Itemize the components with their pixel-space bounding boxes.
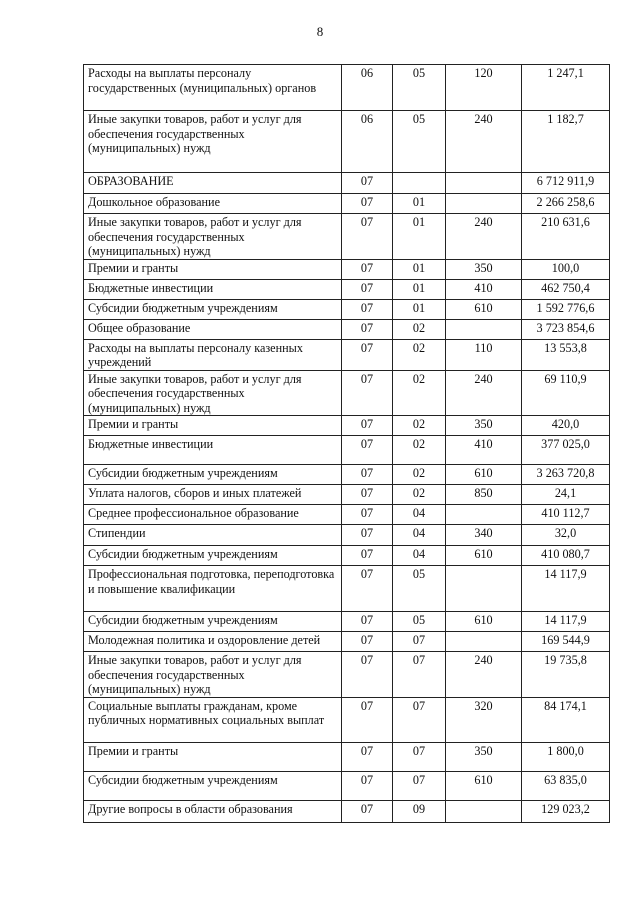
row-amount: 13 553,8 (522, 339, 610, 370)
row-section-code: 07 (342, 416, 393, 436)
row-subsection-code: 07 (393, 632, 446, 652)
row-section-code: 07 (342, 652, 393, 698)
row-name: Субсидии бюджетным учреждениям (84, 299, 342, 319)
table-row (84, 65, 610, 111)
table-row (84, 612, 610, 632)
row-section-code: 07 (342, 612, 393, 632)
table-row (84, 111, 610, 173)
table-row (84, 742, 610, 771)
row-expense-type-code: 120 (446, 65, 522, 111)
table-row (84, 173, 610, 194)
row-amount: 100,0 (522, 259, 610, 279)
row-amount: 6 712 911,9 (522, 173, 610, 194)
row-amount: 19 735,8 (522, 652, 610, 698)
table-row (84, 279, 610, 299)
row-section-code: 07 (342, 485, 393, 505)
row-expense-type-code: 350 (446, 259, 522, 279)
row-subsection-code: 02 (393, 436, 446, 465)
row-subsection-code: 04 (393, 525, 446, 546)
row-subsection-code: 02 (393, 465, 446, 485)
row-amount: 1 182,7 (522, 111, 610, 173)
row-expense-type-code: 240 (446, 652, 522, 698)
row-expense-type-code: 610 (446, 612, 522, 632)
table-row (84, 370, 610, 416)
row-expense-type-code: 350 (446, 742, 522, 771)
table-row (84, 800, 610, 822)
row-name: Субсидии бюджетным учреждениям (84, 612, 342, 632)
row-amount: 14 117,9 (522, 612, 610, 632)
table-row (84, 771, 610, 800)
row-amount: 3 263 720,8 (522, 465, 610, 485)
table-row (84, 339, 610, 370)
row-expense-type-code: 340 (446, 525, 522, 546)
table-row (84, 505, 610, 525)
row-amount: 420,0 (522, 416, 610, 436)
row-name: Расходы на выплаты персоналу казенных учреждений (84, 339, 342, 370)
row-section-code: 07 (342, 525, 393, 546)
row-section-code: 07 (342, 465, 393, 485)
row-subsection-code: 01 (393, 259, 446, 279)
row-section-code: 07 (342, 259, 393, 279)
row-section-code: 07 (342, 505, 393, 525)
row-subsection-code (393, 173, 446, 194)
row-name: Стипендии (84, 525, 342, 546)
row-expense-type-code (446, 800, 522, 822)
row-amount: 169 544,9 (522, 632, 610, 652)
row-subsection-code: 05 (393, 111, 446, 173)
row-section-code: 07 (342, 546, 393, 566)
table-row (84, 566, 610, 612)
row-subsection-code: 07 (393, 697, 446, 742)
row-amount: 3 723 854,6 (522, 319, 610, 339)
row-amount: 129 023,2 (522, 800, 610, 822)
row-subsection-code: 07 (393, 771, 446, 800)
row-amount: 2 266 258,6 (522, 194, 610, 214)
row-amount: 32,0 (522, 525, 610, 546)
row-section-code: 07 (342, 214, 393, 260)
table-row (84, 652, 610, 698)
row-subsection-code: 02 (393, 416, 446, 436)
row-subsection-code: 09 (393, 800, 446, 822)
row-name: Иные закупки товаров, работ и услуг для обеспечения государственных (муниципальных) нужд (84, 111, 342, 173)
row-expense-type-code: 350 (446, 416, 522, 436)
row-expense-type-code: 110 (446, 339, 522, 370)
row-subsection-code: 01 (393, 194, 446, 214)
row-amount: 24,1 (522, 485, 610, 505)
row-subsection-code: 05 (393, 566, 446, 612)
row-name: Другие вопросы в области образования (84, 800, 342, 822)
table-row (84, 416, 610, 436)
row-section-code: 07 (342, 339, 393, 370)
row-expense-type-code: 610 (446, 299, 522, 319)
row-subsection-code: 01 (393, 279, 446, 299)
row-expense-type-code: 410 (446, 436, 522, 465)
budget-table-body (84, 65, 610, 823)
row-name: Субсидии бюджетным учреждениям (84, 771, 342, 800)
row-subsection-code: 05 (393, 65, 446, 111)
row-expense-type-code (446, 566, 522, 612)
page-number: 8 (316, 24, 324, 39)
table-row (84, 485, 610, 505)
row-section-code: 07 (342, 436, 393, 465)
table-row (84, 194, 610, 214)
row-amount: 69 110,9 (522, 370, 610, 416)
row-subsection-code: 02 (393, 339, 446, 370)
row-section-code: 07 (342, 771, 393, 800)
row-amount: 377 025,0 (522, 436, 610, 465)
table-row (84, 436, 610, 465)
row-section-code: 07 (342, 697, 393, 742)
row-expense-type-code: 240 (446, 214, 522, 260)
budget-table (83, 64, 610, 823)
row-subsection-code: 04 (393, 505, 446, 525)
table-row (84, 299, 610, 319)
row-amount: 410 080,7 (522, 546, 610, 566)
row-name: Иные закупки товаров, работ и услуг для обеспечения государственных (муниципальных) нужд (84, 370, 342, 416)
table-row (84, 546, 610, 566)
row-section-code: 07 (342, 319, 393, 339)
row-expense-type-code: 610 (446, 771, 522, 800)
table-row (84, 465, 610, 485)
row-expense-type-code: 240 (446, 370, 522, 416)
row-expense-type-code: 410 (446, 279, 522, 299)
row-expense-type-code: 320 (446, 697, 522, 742)
row-amount: 410 112,7 (522, 505, 610, 525)
row-name: Иные закупки товаров, работ и услуг для обеспечения государственных (муниципальных) нужд (84, 652, 342, 698)
row-subsection-code: 01 (393, 299, 446, 319)
row-expense-type-code: 850 (446, 485, 522, 505)
row-amount: 84 174,1 (522, 697, 610, 742)
row-subsection-code: 01 (393, 214, 446, 260)
row-amount: 462 750,4 (522, 279, 610, 299)
row-expense-type-code (446, 173, 522, 194)
row-name: Субсидии бюджетным учреждениям (84, 465, 342, 485)
row-amount: 14 117,9 (522, 566, 610, 612)
row-section-code: 07 (342, 742, 393, 771)
row-subsection-code: 07 (393, 652, 446, 698)
row-name: Премии и гранты (84, 416, 342, 436)
table-row (84, 319, 610, 339)
row-section-code: 07 (342, 279, 393, 299)
row-name: Премии и гранты (84, 742, 342, 771)
row-section-code: 07 (342, 800, 393, 822)
row-amount: 63 835,0 (522, 771, 610, 800)
row-expense-type-code: 610 (446, 546, 522, 566)
row-subsection-code: 04 (393, 546, 446, 566)
row-section-code: 07 (342, 299, 393, 319)
row-name: Социальные выплаты гражданам, кроме публичных нормативных социальных выплат (84, 697, 342, 742)
row-name: Расходы на выплаты персоналу государственных (муниципальных) органов (84, 65, 342, 111)
row-section-code: 07 (342, 173, 393, 194)
row-subsection-code: 02 (393, 319, 446, 339)
row-amount: 1 592 776,6 (522, 299, 610, 319)
row-name: Дошкольное образование (84, 194, 342, 214)
row-subsection-code: 05 (393, 612, 446, 632)
row-expense-type-code (446, 505, 522, 525)
row-name: Молодежная политика и оздоровление детей (84, 632, 342, 652)
row-expense-type-code: 610 (446, 465, 522, 485)
row-name: Иные закупки товаров, работ и услуг для обеспечения государственных (муниципальных) нужд (84, 214, 342, 260)
row-section-code: 06 (342, 65, 393, 111)
row-expense-type-code (446, 632, 522, 652)
row-expense-type-code: 240 (446, 111, 522, 173)
row-name: Профессиональная подготовка, переподготовка и повышение квалификации (84, 566, 342, 612)
row-expense-type-code (446, 319, 522, 339)
row-amount: 1 800,0 (522, 742, 610, 771)
row-amount: 1 247,1 (522, 65, 610, 111)
row-section-code: 07 (342, 194, 393, 214)
row-name: ОБРАЗОВАНИЕ (84, 173, 342, 194)
row-name: Общее образование (84, 319, 342, 339)
row-name: Премии и гранты (84, 259, 342, 279)
row-name: Бюджетные инвестиции (84, 279, 342, 299)
table-row (84, 697, 610, 742)
table-row (84, 525, 610, 546)
row-subsection-code: 02 (393, 370, 446, 416)
row-subsection-code: 02 (393, 485, 446, 505)
row-section-code: 07 (342, 370, 393, 416)
row-amount: 210 631,6 (522, 214, 610, 260)
row-name: Субсидии бюджетным учреждениям (84, 546, 342, 566)
row-name: Уплата налогов, сборов и иных платежей (84, 485, 342, 505)
row-name: Среднее профессиональное образование (84, 505, 342, 525)
table-row (84, 214, 610, 260)
row-expense-type-code (446, 194, 522, 214)
row-section-code: 06 (342, 111, 393, 173)
row-subsection-code: 07 (393, 742, 446, 771)
table-row (84, 632, 610, 652)
row-section-code: 07 (342, 566, 393, 612)
row-section-code: 07 (342, 632, 393, 652)
table-row (84, 259, 610, 279)
row-name: Бюджетные инвестиции (84, 436, 342, 465)
